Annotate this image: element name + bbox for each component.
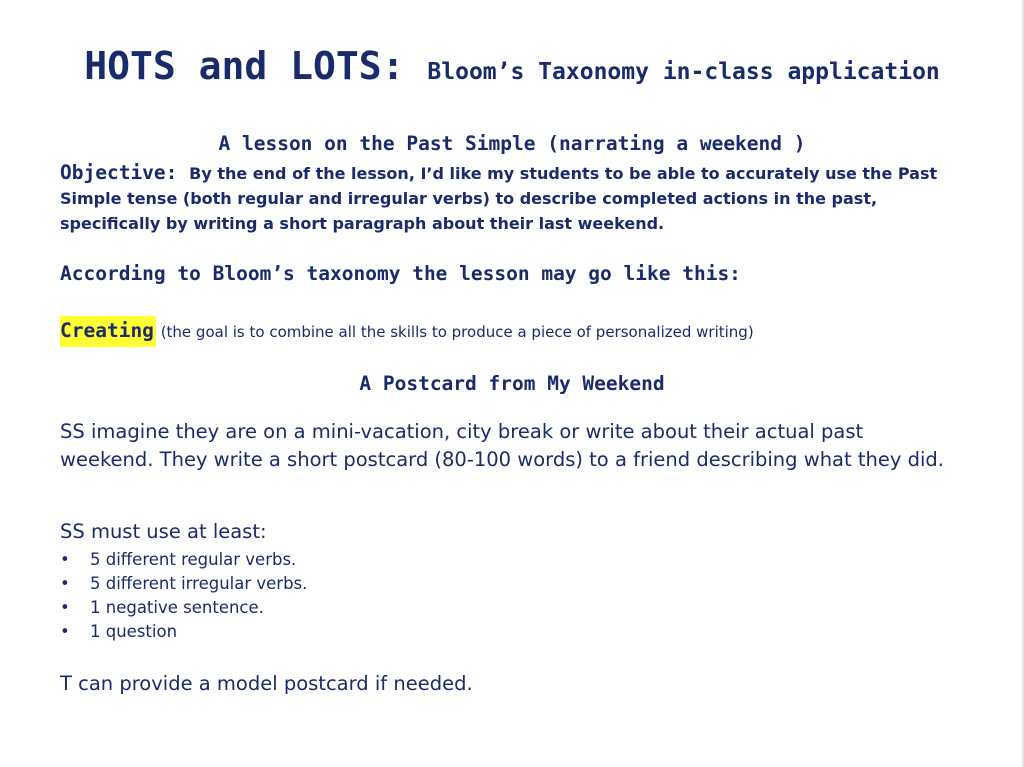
title-sub-bold: Bloom’s Taxonomy [427,59,649,85]
list-item [60,596,307,620]
requirement-text: 1 question [90,622,178,641]
title-main: HOTS and LOTS: [84,44,428,88]
bullet-icon: • [60,574,70,593]
list-item [60,620,307,644]
according-heading: According to Bloom’s taxonomy the lesson may go like this: [60,262,741,285]
list-item [60,572,307,596]
title-sub-rest: in-class application [648,59,940,85]
must-use-label: SS must use at least: [60,520,267,543]
model-note: T can provide a model postcard if needed. [60,672,473,695]
slide-title [0,44,1024,88]
list-item [60,548,307,572]
lesson-subtitle: A lesson on the Past Simple (narrating a weekend ) [218,132,806,155]
postcard-title: A Postcard from My Weekend [359,372,665,395]
requirement-text: 1 negative sentence. [90,598,264,617]
creating-note: (the goal is to combine all the skills to produce a piece of personalized writing) [155,323,754,341]
bullet-icon: • [60,598,70,617]
requirement-text: 5 different regular verbs. [90,550,297,569]
bullet-icon: • [60,622,70,641]
bullet-icon: • [60,550,70,569]
objective-label: Objective: [60,161,190,184]
creating-row [60,316,754,347]
objective-block [60,160,970,236]
creating-label: Creating [60,316,156,347]
objective-text: By the end of the lesson, I’d like my students to be able to accurately use the Past Simple tense (both regular and irregular verbs) to describe completed actions in the past, specifically by writing a short paragraph about their last weekend. [60,164,938,233]
requirement-text: 5 different irregular verbs. [90,574,308,593]
activity-paragraph: SS imagine they are on a mini-vacation, city break or write about their actual past weekend. They write a short postcard (80-100 words) to a friend describing what they did. [60,420,944,471]
requirements-list [60,548,307,644]
